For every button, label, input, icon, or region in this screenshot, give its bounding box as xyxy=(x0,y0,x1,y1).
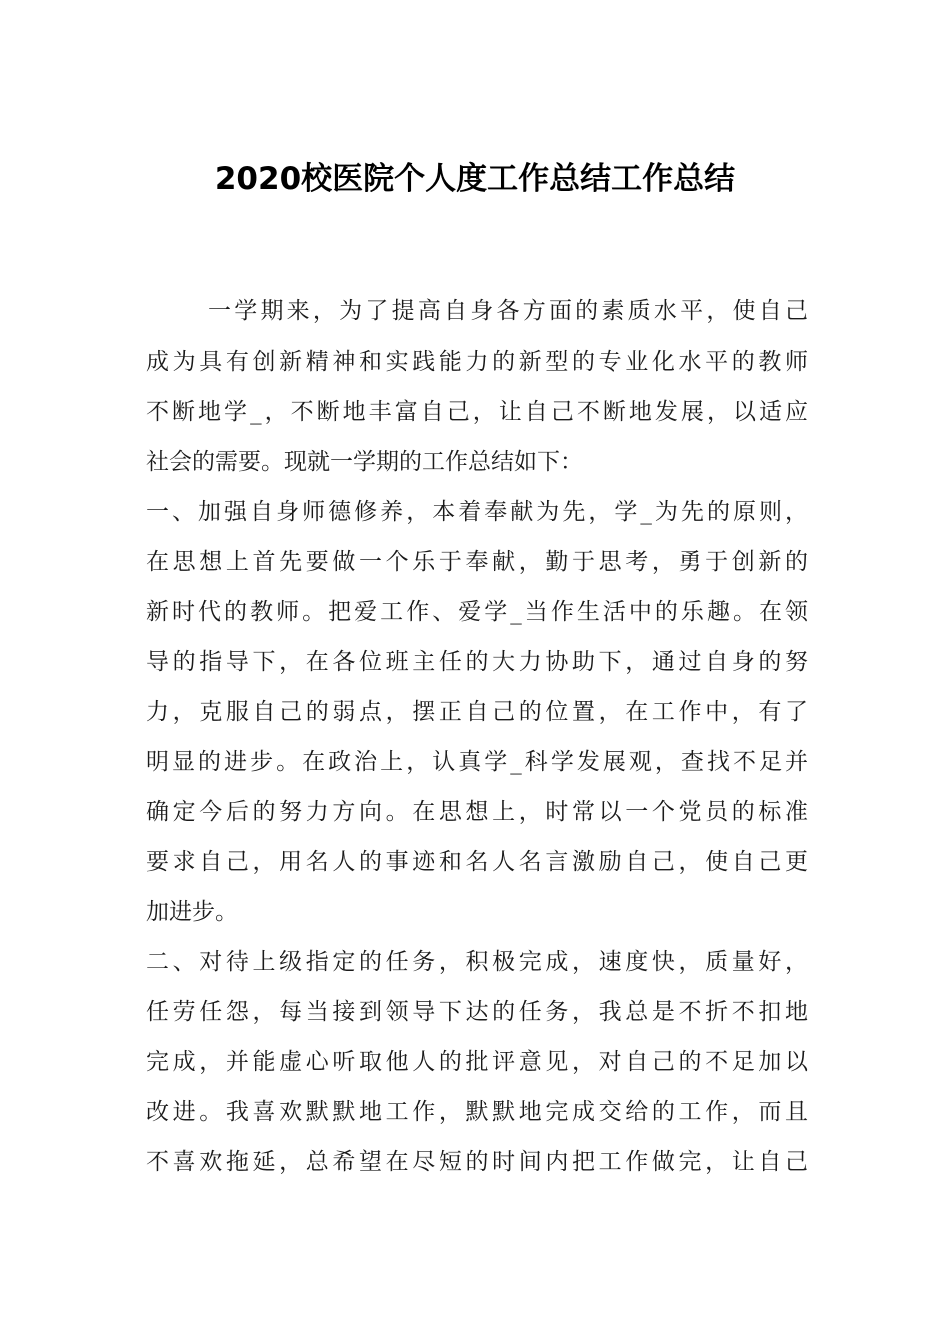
paragraph-line: 任劳任怨，每当接到领导下达的任务，我总是不折不扣地 xyxy=(146,999,808,1025)
paragraph-line: 一、加强自身师德修养，本着奉献为先，学_为先的原则， xyxy=(146,499,808,525)
paragraph-line: 在思想上首先要做一个乐于奉献，勤于思考，勇于创新的 xyxy=(146,549,808,575)
paragraph-line: 一学期来，为了提高自身各方面的素质水平，使自己 xyxy=(208,298,808,324)
paragraph-line: 社会的需要。现就一学期的工作总结如下： xyxy=(146,449,583,475)
paragraph-line: 成为具有创新精神和实践能力的新型的专业化水平的教师 xyxy=(146,349,808,375)
paragraph-line: 改进。我喜欢默默地工作，默默地完成交给的工作，而且 xyxy=(146,1099,808,1125)
paragraph-line: 不断地学_，不断地丰富自己，让自己不断地发展，以适应 xyxy=(146,399,808,425)
paragraph-line: 加进步。 xyxy=(146,899,238,925)
paragraph-line: 新时代的教师。把爱工作、爱学_当作生活中的乐趣。在领 xyxy=(146,599,808,625)
document-title: 2020校医院个人度工作总结工作总结 xyxy=(214,161,736,197)
paragraph-line: 要求自己，用名人的事迹和名人名言激励自己，使自己更 xyxy=(146,849,808,875)
paragraph-line: 确定今后的努力方向。在思想上，时常以一个党员的标准 xyxy=(146,799,808,825)
paragraph-line: 明显的进步。在政治上，认真学_科学发展观，查找不足并 xyxy=(146,749,808,775)
paragraph-line: 二、对待上级指定的任务，积极完成，速度快，质量好， xyxy=(146,949,808,975)
paragraph-line: 导的指导下，在各位班主任的大力协助下，通过自身的努 xyxy=(146,649,808,675)
paragraph-line: 不喜欢拖延，总希望在尽短的时间内把工作做完，让自己 xyxy=(146,1149,808,1175)
paragraph-line: 力，克服自己的弱点，摆正自己的位置，在工作中，有了 xyxy=(146,699,808,725)
paragraph-line: 完成，并能虚心听取他人的批评意见，对自己的不足加以 xyxy=(146,1049,808,1075)
